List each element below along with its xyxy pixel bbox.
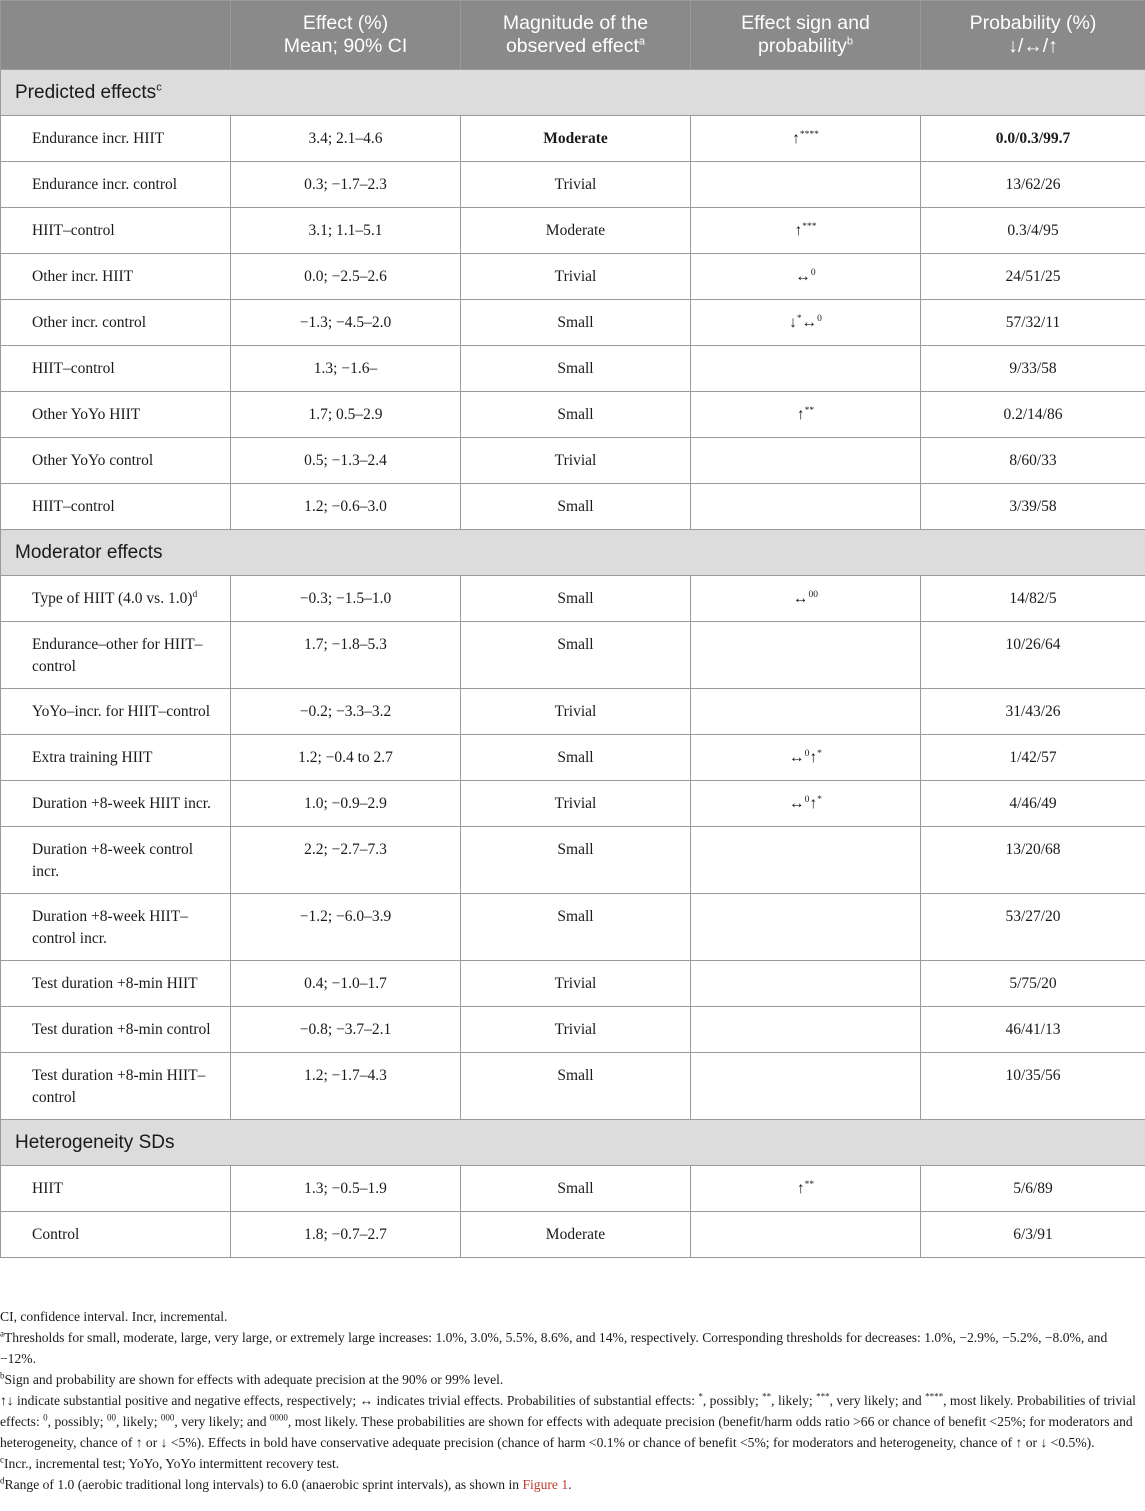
probability-value: 31/43/26 — [921, 689, 1145, 735]
magnitude-value: Small — [461, 300, 691, 346]
magnitude-value: Small — [461, 576, 691, 622]
probability-value: 9/33/58 — [921, 346, 1145, 392]
row-label: Other YoYo HIIT — [1, 392, 231, 438]
magnitude-value: Small — [461, 622, 691, 689]
header-effect-line2: Mean; 90% CI — [283, 35, 408, 57]
effect-value: 2.2; −2.7–7.3 — [231, 827, 461, 894]
header-sign-line2: probability — [757, 35, 847, 57]
table-row — [1, 484, 1145, 530]
row-label: HIIT — [1, 1166, 231, 1212]
magnitude-value: Small — [461, 392, 691, 438]
sign-value: ↔$^0$↑* — [691, 735, 921, 781]
table-row — [1, 689, 1145, 735]
probability-value: 53/27/20 — [921, 894, 1145, 961]
table-row — [1, 438, 1145, 484]
table-row — [1, 1053, 1145, 1120]
table-row — [1, 1166, 1145, 1212]
magnitude-value: Small — [461, 735, 691, 781]
note-d: $^d$Range of 1.0 (aerobic traditional long intervals) to 6.0 (anaerobic sprint intervals), as shown in Figure 1. — [0, 1475, 572, 1492]
table-row — [1, 1212, 1145, 1258]
section-title-text: Moderator effects — [15, 541, 163, 563]
probability-value: 1/42/57 — [921, 735, 1145, 781]
table-row — [1, 392, 1145, 438]
sign-value — [691, 438, 921, 484]
sign-value — [691, 827, 921, 894]
header-probability-line2: ↓/↔/↑ — [1008, 35, 1058, 57]
table-row — [1, 300, 1145, 346]
probability-value: 14/82/5 — [921, 576, 1145, 622]
effect-value: 1.7; −1.8–5.3 — [231, 622, 461, 689]
table-footnotes — [0, 1306, 1145, 1495]
header-magnitude-line2: observed effect — [505, 35, 639, 57]
header-magnitude-line1: Magnitude of the — [502, 12, 649, 34]
table-row — [1, 1007, 1145, 1053]
magnitude-value: Trivial — [461, 254, 691, 300]
magnitude-value: Small — [461, 894, 691, 961]
effect-value: −1.2; −6.0–3.9 — [231, 894, 461, 961]
magnitude-value: Trivial — [461, 781, 691, 827]
header-sign-line1: Effect sign and — [741, 12, 870, 34]
note-arrows: ↑↓ indicate substantial positive and negative effects, respectively; ↔ indicates trivial effects. Probabilities of substantial effects: *, possibly; **, likely; ***, very likely; and ****, most likely. Probabilities of trivial effects: $^0$, possibly; $^{00}$, likely; $^{000}$, very likely; and $^{0000}$, most likely. These probabilities are shown for effects with adequate precision (benefit/harm odds ratio >66 or chance of benefit <25%; for moderators and heterogeneity, chance of ↑ or ↓ <5%). Effects in bold have conservative adequate precision (chance of harm <0.1% or chance of benefit <5%; for moderators and heterogeneity, chance of ↑ or ↓ <0.5%). — [0, 1391, 1136, 1450]
row-label: Type of HIIT (4.0 vs. 1.0)$^d$ — [1, 576, 231, 622]
sign-value — [691, 622, 921, 689]
effect-value: 0.0; −2.5–2.6 — [231, 254, 461, 300]
figure-1-link[interactable]: Figure 1 — [522, 1477, 569, 1492]
table-row — [1, 735, 1145, 781]
probability-value: 24/51/25 — [921, 254, 1145, 300]
probability-value: 46/41/13 — [921, 1007, 1145, 1053]
section-title-text: Heterogeneity SDs — [15, 1131, 175, 1153]
header-effect-line1: Effect (%) — [302, 12, 389, 34]
section-title — [1, 530, 1145, 576]
row-label: Endurance–other for HIIT–control — [1, 622, 231, 689]
sign-value: ↑*** — [691, 208, 921, 254]
probability-value: 10/35/56 — [921, 1053, 1145, 1120]
row-label: Test duration +8-min HIIT — [1, 961, 231, 1007]
effect-value: −0.8; −3.7–2.1 — [231, 1007, 461, 1053]
table-row — [1, 894, 1145, 961]
header-magnitude — [461, 1, 691, 70]
table-row — [1, 576, 1145, 622]
section-header-row — [1, 530, 1145, 576]
effect-value: 1.2; −1.7–4.3 — [231, 1053, 461, 1120]
table-row — [1, 622, 1145, 689]
section-header-row — [1, 70, 1145, 116]
row-label: HIIT–control — [1, 346, 231, 392]
magnitude-value: Moderate — [461, 1212, 691, 1258]
row-label: YoYo–incr. for HIIT–control — [1, 689, 231, 735]
row-label: Test duration +8-min HIIT–control — [1, 1053, 231, 1120]
sign-value — [691, 1212, 921, 1258]
row-label: Duration +8-week HIIT incr. — [1, 781, 231, 827]
sign-value — [691, 484, 921, 530]
note-c: $^c$Incr., incremental test; YoYo, YoYo intermittent recovery test. — [0, 1454, 340, 1471]
header-probability — [921, 1, 1145, 70]
footnote-marker: b — [846, 35, 853, 48]
sign-value: ↑** — [691, 1166, 921, 1212]
effect-value: −0.3; −1.5–1.0 — [231, 576, 461, 622]
table-row — [1, 346, 1145, 392]
note-abbrev: CI, confidence interval. Incr, incremental. — [0, 1309, 228, 1324]
effect-value: 1.7; 0.5–2.9 — [231, 392, 461, 438]
row-label: Test duration +8-min control — [1, 1007, 231, 1053]
note-b: $^b$Sign and probability are shown for effects with adequate precision at the 90% or 99% level. — [0, 1370, 504, 1387]
effect-value: 0.3; −1.7–2.3 — [231, 162, 461, 208]
row-label: HIIT–control — [1, 208, 231, 254]
probability-value: 0.2/14/86 — [921, 392, 1145, 438]
section-header-row — [1, 1120, 1145, 1166]
sign-value — [691, 346, 921, 392]
table-row — [1, 961, 1145, 1007]
sign-value — [691, 1053, 921, 1120]
sign-value — [691, 1007, 921, 1053]
effect-value: 1.3; −1.6– — [231, 346, 461, 392]
probability-value: 0.0/0.3/99.7 — [921, 116, 1145, 162]
sign-value: ↓*↔$^0$ — [691, 300, 921, 346]
effect-value: 3.1; 1.1–5.1 — [231, 208, 461, 254]
section-title-text: Predicted effects — [15, 81, 157, 103]
sign-value: ↔$^0$ — [691, 254, 921, 300]
probability-value: 8/60/33 — [921, 438, 1145, 484]
note-a: $^a$Thresholds for small, moderate, large, very large, or extremely large increases: 1.0%, 3.0%, 5.5%, 8.6%, and 14%, respectively. Corresponding thresholds for decreases: 1.0%, −2.9%, −5.2%, −8.0%, and −12%. — [0, 1328, 1108, 1366]
magnitude-value: Trivial — [461, 438, 691, 484]
row-label: Control — [1, 1212, 231, 1258]
row-label: Other incr. HIIT — [1, 254, 231, 300]
sign-value: ↑** — [691, 392, 921, 438]
sign-value — [691, 961, 921, 1007]
sign-value — [691, 162, 921, 208]
row-label: Endurance incr. control — [1, 162, 231, 208]
row-label: Endurance incr. HIIT — [1, 116, 231, 162]
probability-value: 13/20/68 — [921, 827, 1145, 894]
header-sign — [691, 1, 921, 70]
effect-value: 3.4; 2.1–4.6 — [231, 116, 461, 162]
row-label: Duration +8-week control incr. — [1, 827, 231, 894]
magnitude-value: Moderate — [461, 116, 691, 162]
effect-value: 0.5; −1.3–2.4 — [231, 438, 461, 484]
table-row — [1, 162, 1145, 208]
header-probability-line1: Probability (%) — [969, 12, 1097, 34]
effect-value: 1.8; −0.7–2.7 — [231, 1212, 461, 1258]
sign-value: ↔$^{00}$ — [691, 576, 921, 622]
sign-value: ↑**** — [691, 116, 921, 162]
magnitude-value: Trivial — [461, 961, 691, 1007]
magnitude-value: Trivial — [461, 1007, 691, 1053]
row-label: Duration +8-week HIIT–control incr. — [1, 894, 231, 961]
probability-value: 0.3/4/95 — [921, 208, 1145, 254]
magnitude-value: Small — [461, 827, 691, 894]
header-blank — [1, 1, 231, 70]
header-effect — [231, 1, 461, 70]
row-label: Other YoYo control — [1, 438, 231, 484]
section-title — [1, 1120, 1145, 1166]
section-title — [1, 70, 1145, 116]
sign-value — [691, 894, 921, 961]
table-row — [1, 208, 1145, 254]
footnote-marker: a — [638, 35, 646, 48]
probability-value: 57/32/11 — [921, 300, 1145, 346]
effect-value: 1.0; −0.9–2.9 — [231, 781, 461, 827]
table-row — [1, 254, 1145, 300]
row-label: HIIT–control — [1, 484, 231, 530]
magnitude-value: Small — [461, 1166, 691, 1212]
header-row — [1, 1, 1145, 70]
probability-value: 4/46/49 — [921, 781, 1145, 827]
table-row — [1, 827, 1145, 894]
effect-value: 1.2; −0.6–3.0 — [231, 484, 461, 530]
effect-value: −0.2; −3.3–3.2 — [231, 689, 461, 735]
probability-value: 5/6/89 — [921, 1166, 1145, 1212]
probability-value: 5/75/20 — [921, 961, 1145, 1007]
effect-value: −1.3; −4.5–2.0 — [231, 300, 461, 346]
probability-value: 3/39/58 — [921, 484, 1145, 530]
magnitude-value: Small — [461, 484, 691, 530]
effect-value: 1.3; −0.5–1.9 — [231, 1166, 461, 1212]
table-row — [1, 781, 1145, 827]
magnitude-value: Trivial — [461, 689, 691, 735]
magnitude-value: Small — [461, 1053, 691, 1120]
effect-value: 1.2; −0.4 to 2.7 — [231, 735, 461, 781]
sign-value — [691, 689, 921, 735]
row-label: Other incr. control — [1, 300, 231, 346]
row-label: Extra training HIIT — [1, 735, 231, 781]
footnote-marker: c — [156, 81, 162, 94]
probability-value: 10/26/64 — [921, 622, 1145, 689]
probability-value: 13/62/26 — [921, 162, 1145, 208]
effect-value: 0.4; −1.0–1.7 — [231, 961, 461, 1007]
probability-value: 6/3/91 — [921, 1212, 1145, 1258]
magnitude-value: Moderate — [461, 208, 691, 254]
magnitude-value: Small — [461, 346, 691, 392]
sign-value: ↔$^0$↑* — [691, 781, 921, 827]
magnitude-value: Trivial — [461, 162, 691, 208]
table-row — [1, 116, 1145, 162]
